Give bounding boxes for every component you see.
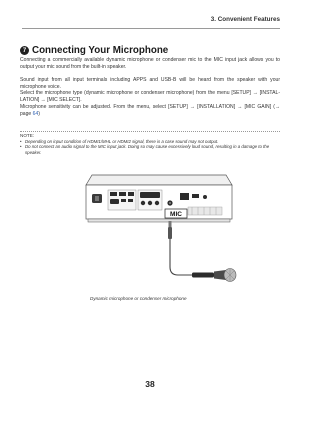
note-item: • Do not connect an audio signal to the MIC input jack. Doing so may cause excessively loud sound, resulting in a damage to the speaker. [20, 144, 282, 155]
sound-input-text: Sound input from all input terminals including APPS and USB-B will be heard from the speaker with your microphone voice. [20, 77, 280, 90]
heading-title: Connecting Your Microphone [32, 45, 169, 56]
mic-port-label: MIC [170, 211, 182, 218]
projector-microphone-illustration [80, 163, 240, 295]
microphone-illustration [192, 269, 236, 282]
note-list [20, 139, 282, 155]
note-item: • Depending on input condition of HDMI1/MHL or HDMI2 signal, there is a case sound may not output. [20, 139, 282, 144]
sensitivity-suffix: ) [38, 110, 40, 117]
cable-plug [168, 221, 192, 275]
heading-number-badge: 7 [20, 46, 29, 55]
select-type-text: Select the microphone type (dynamic microphone or condenser microphone) from the menu [SETUP] → [INSTAL-LATION] → [MIC SELECT]. [20, 90, 280, 104]
section-title: 3. Convenient Features [210, 16, 280, 23]
section-heading [20, 45, 168, 56]
connection-figure [80, 163, 240, 300]
figure-caption: Dynamic microphone or condenser microphone [90, 296, 187, 301]
sensitivity-text [20, 104, 280, 117]
instructions-paragraph [20, 77, 280, 117]
mic-label-callout [165, 209, 187, 218]
page-link[interactable]: 64 [32, 110, 39, 117]
note-label: NOTE: [20, 133, 35, 138]
note-divider [20, 131, 280, 132]
intro-paragraph: Connecting a commercially available dynamic microphone or condenser mic to the MIC input jack allows you to output your mic sound from the built-in speaker. [20, 57, 280, 70]
sensitivity-prefix: Microphone sensitivity can be adjusted. From the menu, select [SETUP] → [INSTALLATION] → [MIC GAIN] (→ page [20, 103, 280, 117]
page-header [22, 16, 280, 29]
projector-illustration [86, 175, 232, 222]
page-number: 38 [145, 379, 155, 389]
